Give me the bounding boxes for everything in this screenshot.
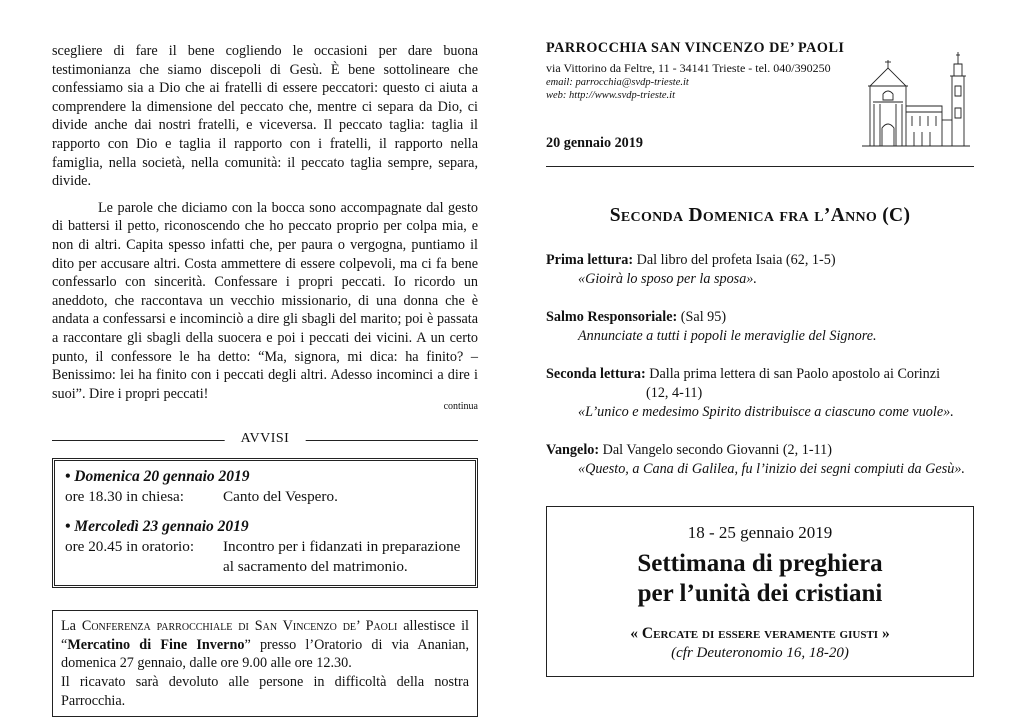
notice-conference-name: Conferenza parrocchiale di San Vincenzo de’ Paoli — [81, 618, 398, 635]
parish-name: PARROCCHIA SAN VINCENZO DE’ PAOLI — [546, 40, 845, 56]
reading-label: Seconda lettura: — [546, 366, 646, 383]
reading-source: (Sal 95) — [677, 309, 727, 326]
week-reference: (cfr Deuteronomio 16, 18-20) — [671, 645, 849, 662]
header-rule — [546, 166, 974, 167]
reading-quote: «Questo, a Cana di Galilea, fu l’inizio dei segni compiuti da Gesù». — [578, 460, 965, 477]
week-title-line-1: Settimana di preghiera — [637, 550, 883, 578]
event-when: ore 18.30 in chiesa: — [65, 488, 184, 506]
reading-psalm — [546, 308, 974, 345]
event-what: Incontro per i fidanzati in preparazione al sacramento del matrimonio. — [223, 538, 461, 576]
parish-header — [546, 0, 974, 167]
reflection-paragraph-2: Le parole che diciamo con la bocca sono accompagnate dal gesto di battersi il petto, riconoscendo che ho peccato proprio per colpa mia, e non di altri. Capita spesso infatti che, per paura o vergogna, puntiamo il dito per accusare altri. Costa ammettere di essere colpevoli, ma ci fa bene confessarlo con sincerità. Confessare i propri peccati. Io ricordo un aneddoto, che raccontava un vecchio missionario, di una donna che è andata a confessarsi e incominciò a dire gli sbagli del marito; poi è passata a raccontare gli sbagli della suocera e poi i peccati dei vicini. A un certo punto, il confessore le ha detto: “Ma, signora, mi dica: ha finito? – Benissimo: lei ha finito con i peccati degli altri. Adesso incominci a dire i suoi”. Dire i propri peccati! — [52, 199, 478, 402]
reading-source: Dal Vangelo secondo Giovanni (2, 1-11) — [599, 442, 832, 459]
notice-event-name: Mercatino di Fine Inverno — [67, 636, 245, 653]
reading-label: Salmo Responsoriale: — [546, 309, 678, 326]
reading-quote: «Gioirà lo sposo per la sposa». — [578, 270, 757, 287]
reading-label: Vangelo: — [546, 442, 600, 459]
sunday-title: Seconda Domenica fra l’Anno (C) — [609, 205, 911, 226]
reading-label: Prima lettura: — [546, 252, 634, 268]
reading-second — [546, 365, 974, 421]
church-drawing-icon — [858, 46, 974, 150]
event-title: • Mercoledì 23 gennaio 2019 — [65, 518, 249, 536]
event-row — [65, 487, 465, 507]
continua-note: continua — [443, 401, 478, 413]
mercatino-notice — [52, 610, 478, 717]
event-title: • Domenica 20 gennaio 2019 — [65, 468, 250, 486]
reading-source: Dalla prima lettera di san Paolo apostolo ai Corinzi — [645, 366, 941, 383]
parish-address: via Vittorino da Feltre, 11 - 34141 Trieste - tel. 040/390250 — [546, 61, 831, 75]
event-what: Canto del Vespero. — [223, 488, 338, 506]
parish-web: web: http://www.svdp-trieste.it — [546, 90, 676, 101]
reading-first — [546, 251, 974, 288]
left-page — [52, 42, 478, 717]
reading-source: Dal libro del profeta Isaia (62, 1-5) — [633, 252, 836, 268]
issue-date: 20 gennaio 2019 — [546, 135, 643, 151]
avvisi-header — [52, 430, 478, 450]
prayer-week-box — [546, 506, 974, 677]
reading-gospel — [546, 441, 974, 478]
notice-text: ” presso l’Oratorio di via Ananian, domenica 27 gennaio, dalle ore 9.00 alle ore 12.30. — [61, 636, 469, 672]
week-theme: « Cercate di essere veramente giusti » — [630, 625, 890, 643]
reading-quote: Annunciate a tutti i popoli le meraviglie del Signore. — [578, 327, 877, 344]
events-box — [52, 458, 478, 588]
event-when: ore 20.45 in oratorio: — [65, 538, 195, 556]
reading-quote: «L’unico e medesimo Spirito distribuisce a ciascuno come vuole». — [578, 403, 954, 420]
notice-text: La — [61, 618, 82, 635]
reading-reference: (12, 4-11) — [646, 384, 703, 401]
reflection-paragraph-1: scegliere di fare il bene cogliendo le occasioni per dare buona testimonianza che siamo discepoli di Gesù. È bene sottolineare che confessiamo sia a Dio che ai fratelli di essere peccatori: questo ci aiuta a comprendere la dimensione del peccato che, mentre ci separa da Dio, ci divide anche dai nostri fratelli, e viceversa. Il peccato taglia: taglia il rapporto con Dio e taglia il rapporto con i fratelli, il rapporto nella famiglia, nella società, nella comunità: il peccato taglia sempre, separa, divide. — [52, 43, 478, 190]
week-dates: 18 - 25 gennaio 2019 — [687, 523, 833, 543]
notice-text: Il ricavato sarà devoluto alle persone in difficoltà della nostra Parrocchia. — [61, 674, 469, 709]
week-title-line-2: per l’unità dei cristiani — [637, 580, 883, 608]
avvisi-label: AVVISI — [225, 431, 306, 447]
event-row — [65, 537, 465, 577]
right-page — [546, 0, 974, 677]
notice-text: allestisce il “ — [61, 618, 469, 653]
parish-email: email: parrocchia@svdp-trieste.it — [546, 77, 689, 88]
